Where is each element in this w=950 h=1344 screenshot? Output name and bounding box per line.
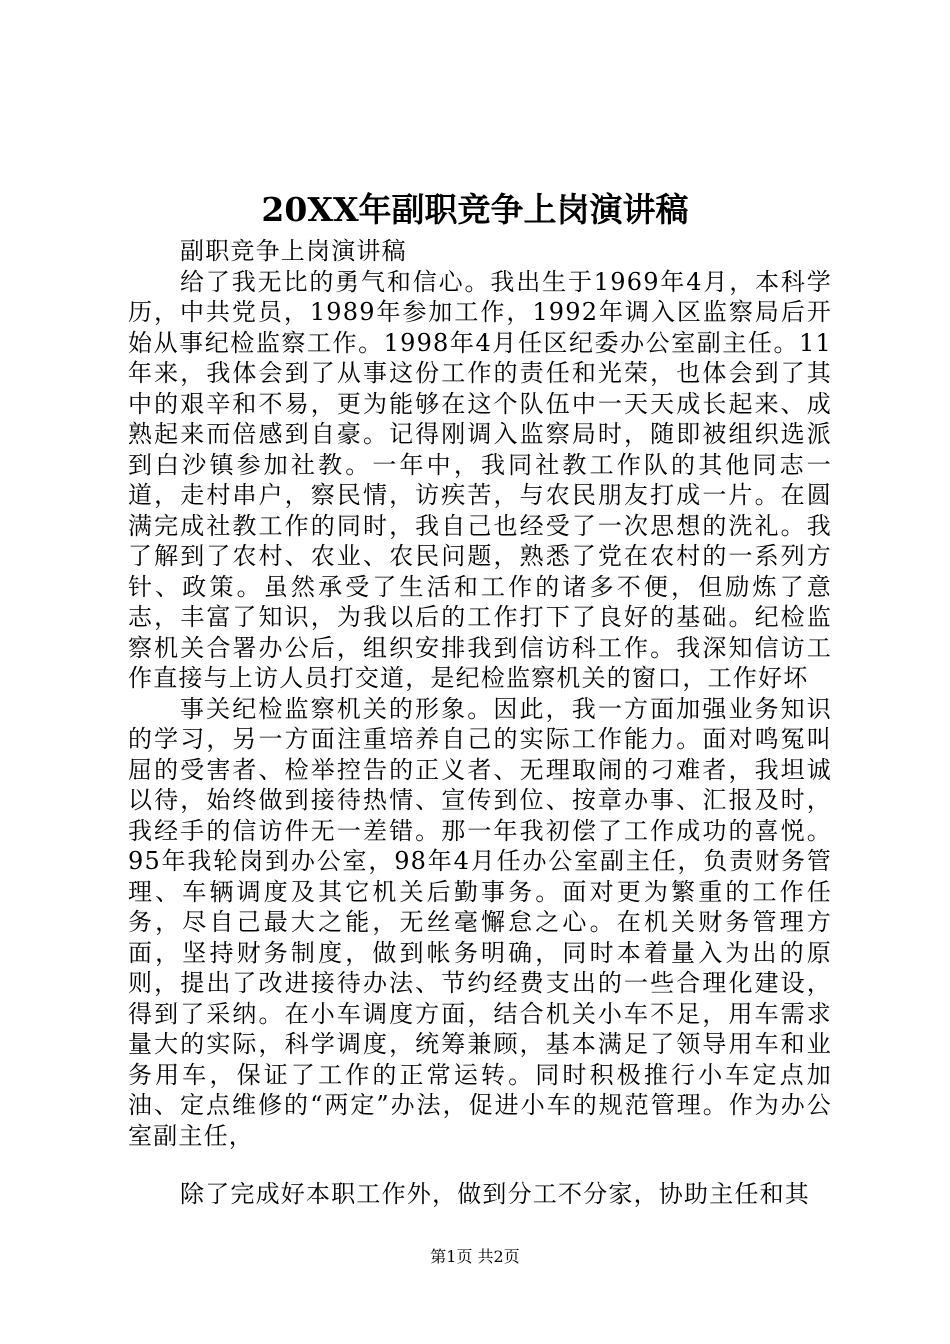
- page-footer: 第1页 共2页: [430, 1247, 520, 1266]
- paragraph-3: 除了完成好本职工作外，做到分工不分家，协助主任和其: [180, 1180, 810, 1208]
- paragraph-2: 事关纪检监察机关的形象。因此，我一方面加强业务知识的学习，另一方面注重培养自己的实际工作能力。面对鸣冤叫屈的受害者、检举控告的正义者、无理取闹的刁难者，我坦诚以待，始终做到接待热情、宣传到位、按章办事、汇报及时，我经手的信访件无一差错。那一年我初偿了工作成功的喜悦。95年我轮岗到办公室，98年4月任办公室副主任，负责财务管理、车辆调度及其它机关后勤事务。面对更为繁重的工作任务，尽自己最大之能，无丝毫懈怠之心。在机关财务管理方面，坚持财务制度，做到帐务明确，同时本着量入为出的原则，提出了改进接待办法、节约经费支出的一些合理化建设，得到了采纳。在小车调度方面，结合机关小车不足，用车需求量大的实际，科学调度，统筹兼顾，基本满足了领导用车和业务用车，保证了工作的正常运转。同时积极推行小车定点加油、定点维修的“两定”办法，促进小车的规范管理。作为办公室副主任，: [128, 694, 832, 1150]
- paragraph-1: 给了我无比的勇气和信心。我出生于1969年4月，本科学历，中共党员，1989年参加工作，1992年调入区监察局后开始从事纪检监察工作。1998年4月任区纪委办公室副主任。11年来，我体会到了从事这份工作的责任和光荣，也体会到了其中的艰辛和不易，更为能够在这个队伍中一天天成长起来、成熟起来而倍感到自豪。记得刚调入监察局时，随即被组织选派到白沙镇参加社教。一年中，我同社教工作队的其他同志一道，走村串户，察民情，访疾苦，与农民朋友打成一片。在圆满完成社教工作的同时，我自己也经受了一次思想的洗礼。我了解到了农村、农业、农民问题，熟悉了党在农村的一系列方针、政策。虽然承受了生活和工作的诸多不便，但励炼了意志，丰富了知识，为我以后的工作打下了良好的基础。纪检监察机关合署办公后，组织安排我到信访科工作。我深知信访工作直接与上访人员打交道，是纪检监察机关的窗口，工作好坏: [128, 267, 832, 692]
- document-title: 20XX年副职竞争上岗演讲稿: [261, 190, 689, 229]
- document-body: [128, 236, 832, 1210]
- paragraph-subtitle: 副职竞争上岗演讲稿: [180, 237, 407, 265]
